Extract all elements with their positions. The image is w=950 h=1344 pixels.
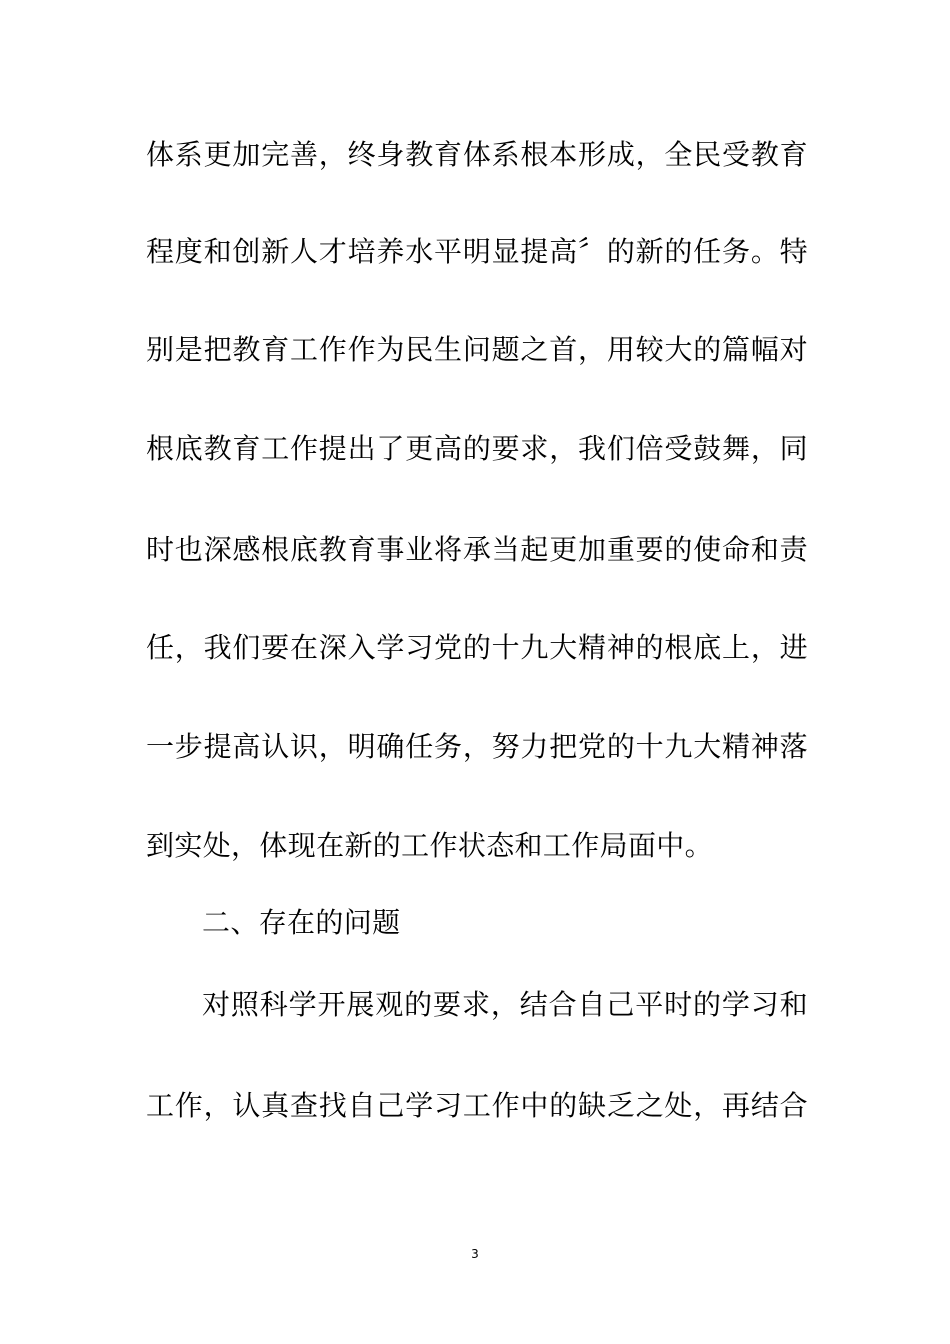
page-number: 3 xyxy=(471,1247,479,1261)
body-text-line: 别是把教育工作作为民生问题之首，用较大的篇幅对 xyxy=(146,333,808,366)
body-text-line: 一步提高认识，明确任务，努力把党的十九大精神落 xyxy=(146,730,808,763)
body-text-line: 任，我们要在深入学习党的十九大精神的根底上，进 xyxy=(146,631,808,664)
body-text-line: 到实处，体现在新的工作状态和工作局面中。 xyxy=(146,829,714,862)
section-heading: 二、存在的问题 xyxy=(202,906,401,939)
body-text-line: 程度和创新人才培养水平明显提高〞的新的任务。特 xyxy=(146,235,808,268)
body-text-line: 根底教育工作提出了更高的要求，我们倍受鼓舞，同 xyxy=(146,432,808,465)
paragraph-first-line: 对照科学开展观的要求，结合自己平时的学习和 xyxy=(202,988,808,1021)
body-text-line: 体系更加完善，终身教育体系根本形成，全民受教育 xyxy=(146,138,808,171)
body-text-line: 时也深感根底教育事业将承当起更加重要的使命和责 xyxy=(146,533,808,566)
body-text-line: 工作，认真查找自己学习工作中的缺乏之处，再结合 xyxy=(146,1089,808,1122)
